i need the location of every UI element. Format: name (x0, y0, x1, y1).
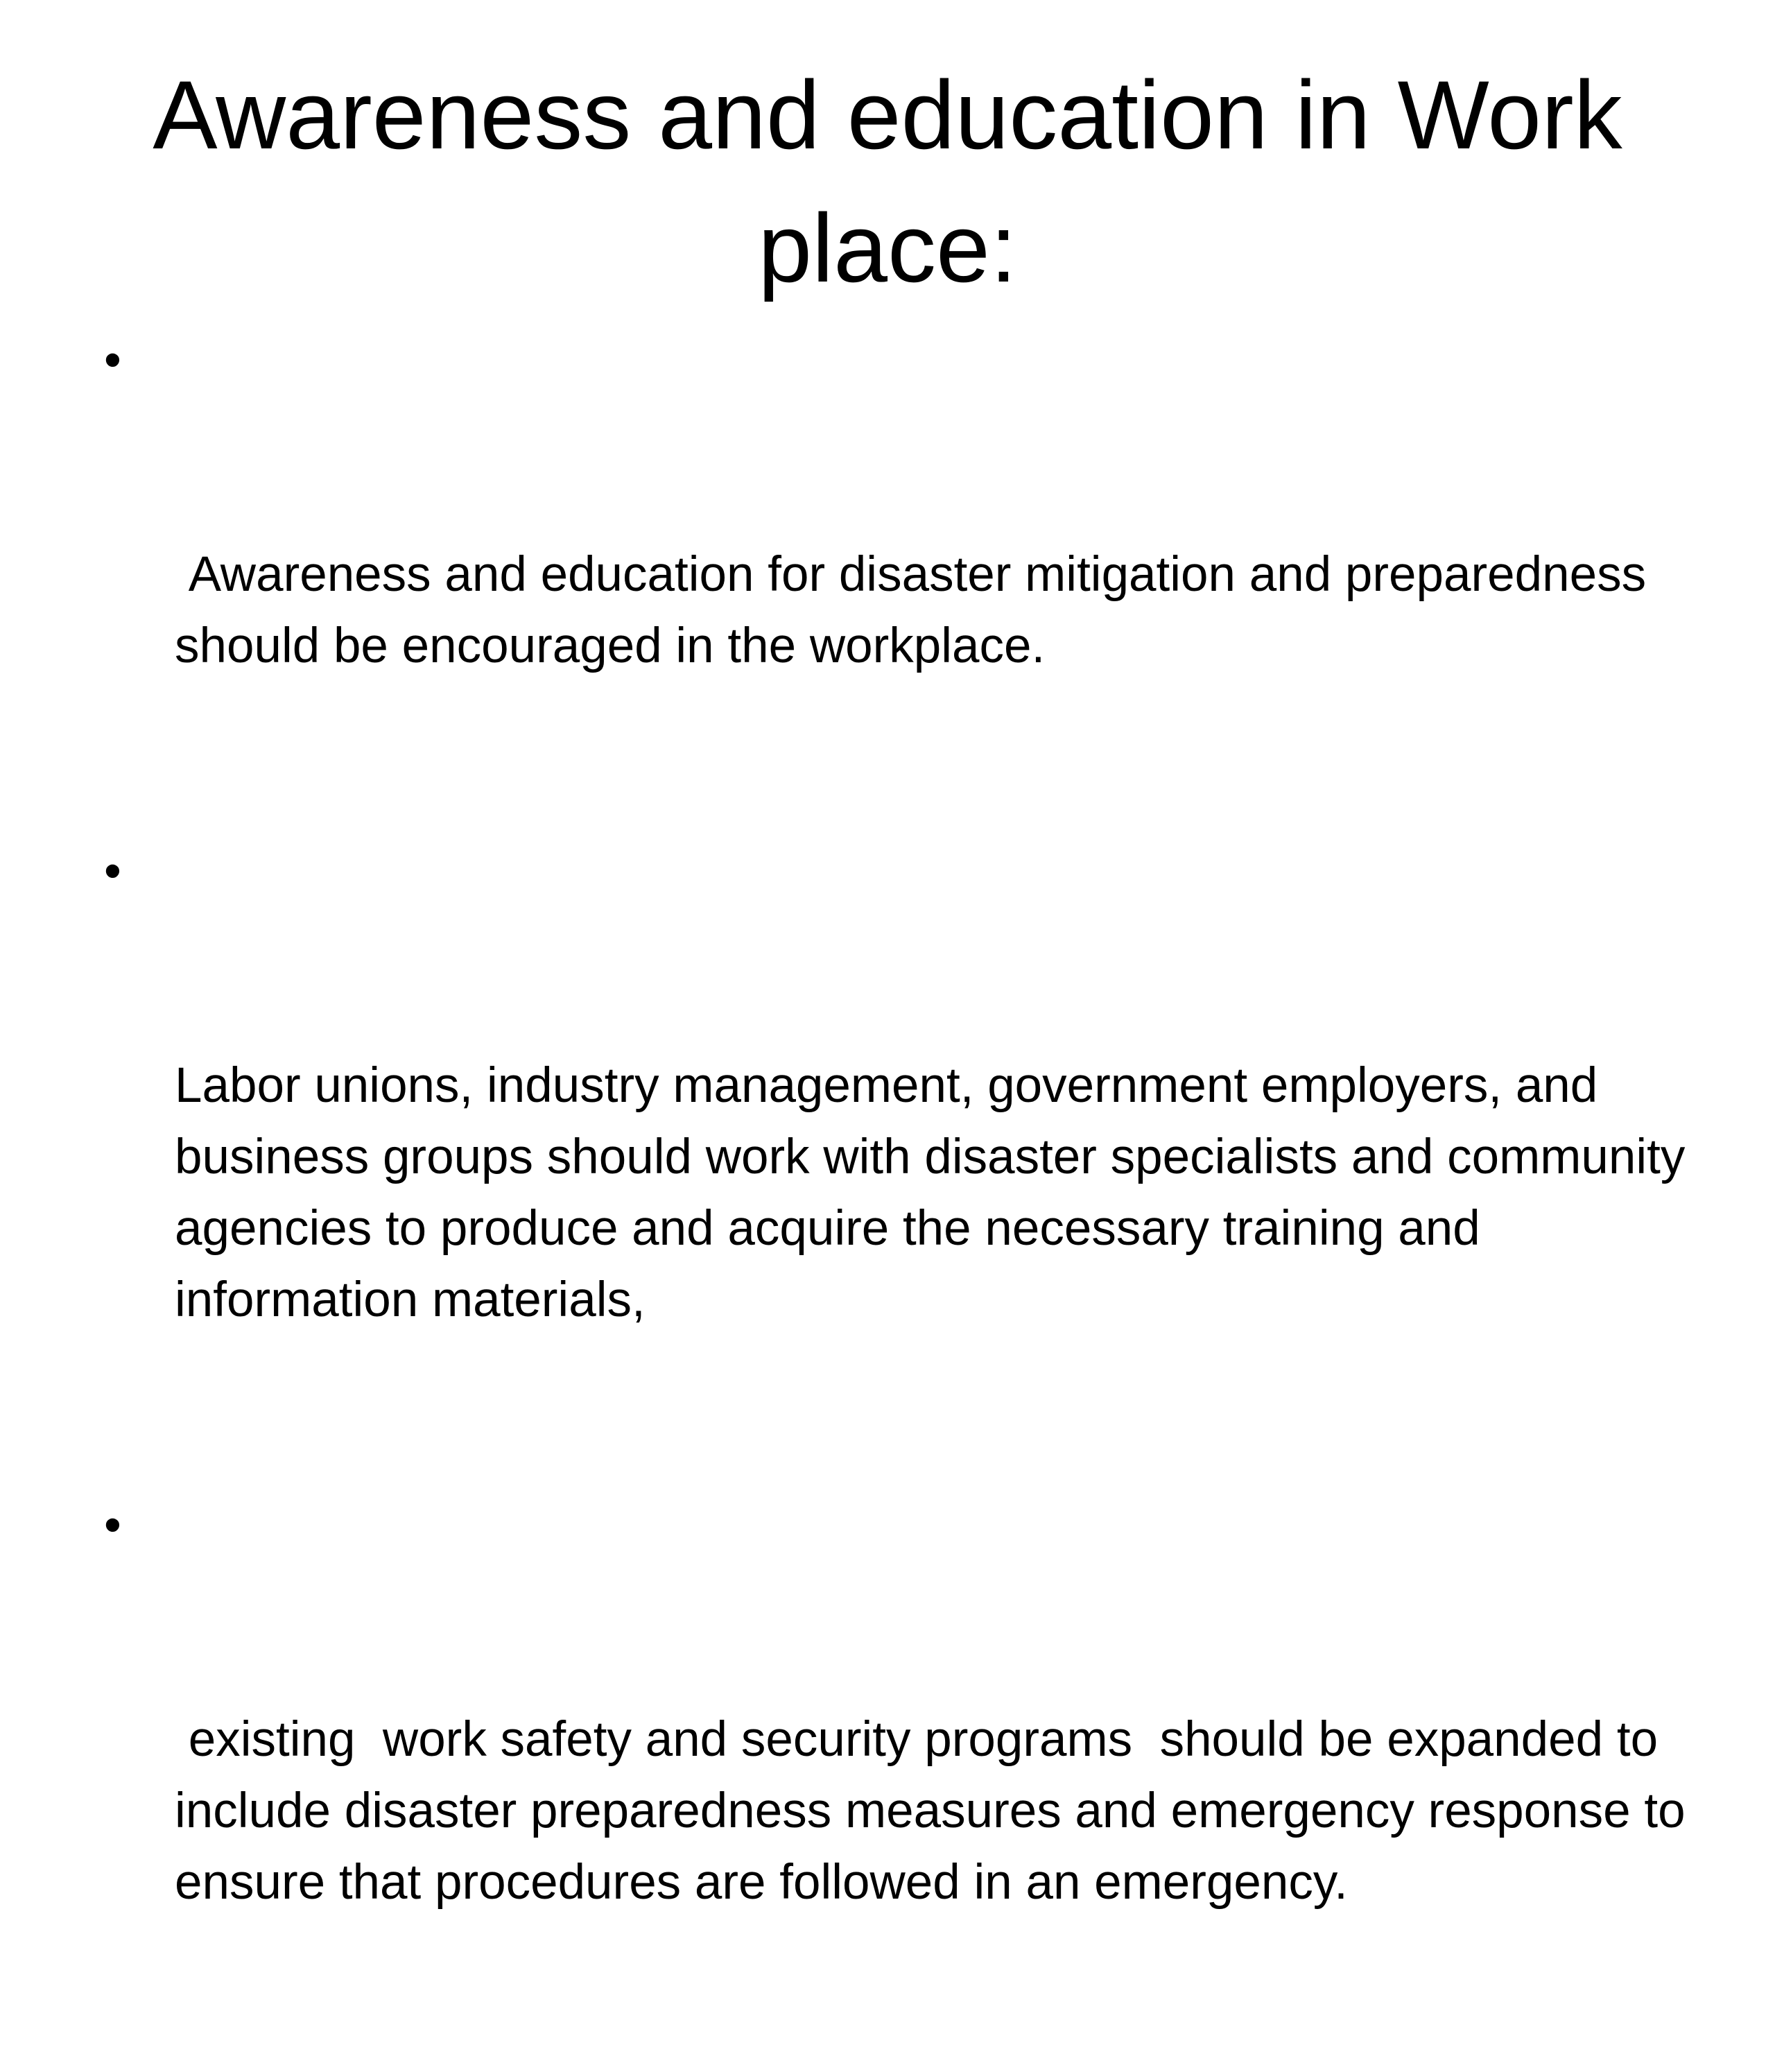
bullet-list (104, 325, 1699, 2072)
bullet-text: Labor unions, industry management, government employers, and business groups should work with disaster specialists and community agencies to produce and acquire the necessary training and information materials, (175, 1058, 1699, 1327)
bullet-text: Awareness and education for disaster mitigation and preparedness should be encouraged in the workplace. (175, 547, 1660, 673)
bullet-icon: • (104, 1498, 121, 1553)
bullet-icon: • (104, 844, 121, 899)
bullet-item (104, 836, 1699, 1478)
bullet-icon: • (104, 333, 121, 388)
bullet-item (104, 1490, 1699, 2061)
slide-title: Awareness and education in Work place: (153, 60, 1622, 302)
bullet-text: existing work safety and security programs should be expanded to include disaster preparedness measures and emergency response to ensure that procedures are followed in an emergency. (175, 1712, 1699, 1910)
bullet-item (104, 325, 1699, 825)
